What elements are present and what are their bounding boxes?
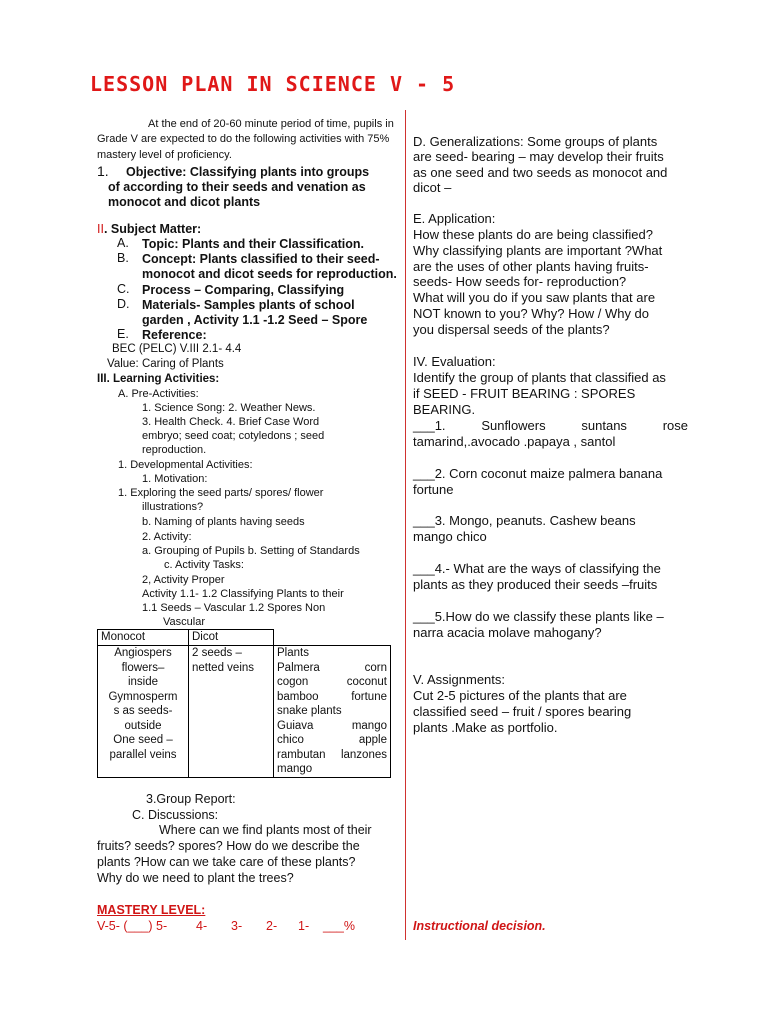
plant-word: corn xyxy=(364,661,387,674)
question-4-line: plants as they produced their seeds –fruits xyxy=(413,577,658,592)
subject-matter-heading xyxy=(97,222,201,237)
header-blank xyxy=(274,630,391,646)
mastery-level-line: ___% xyxy=(323,919,355,933)
activity-line: 2. Activity: xyxy=(142,531,192,543)
question-2-line: fortune xyxy=(413,482,454,497)
plants-line: Plants xyxy=(277,647,309,659)
plant-word: mango xyxy=(351,719,387,732)
application-line: How these plants do are being classified? xyxy=(413,227,653,242)
objective-line: monocot and dicot plants xyxy=(108,195,261,209)
group-report: 3.Group Report: xyxy=(146,792,236,806)
materials-text: garden , Activity 1.1 -1.2 Seed – Spore xyxy=(142,313,368,327)
classification-table xyxy=(97,629,391,778)
activity-line: A. Pre-Activities: xyxy=(118,388,199,400)
plant-word: Guiava xyxy=(277,719,314,732)
plants-line: mango xyxy=(277,763,313,775)
discussion-line: plants ?How can we take care of these plants? xyxy=(97,855,356,869)
mastery-heading: MASTERY LEVEL: xyxy=(97,903,206,917)
page-title: LESSON PLAN IN SCIENCE V - 5 xyxy=(90,72,456,96)
plant-word: lanzones xyxy=(340,748,387,761)
materials-text: Materials- Samples plants of school xyxy=(142,298,355,312)
question-1-line: tamarind,.avocado .papaya , santol xyxy=(413,434,616,449)
application-line: E. Application: xyxy=(413,211,496,226)
activity-line: b. Naming of plants having seeds xyxy=(142,516,305,528)
item-letter: C. xyxy=(117,282,130,296)
q1-word: ___1. xyxy=(413,418,446,433)
monocot-line: One seed – xyxy=(113,734,173,746)
mastery-level-line: 3- xyxy=(231,919,243,933)
application-line: NOT known to you? Why? How / Why do xyxy=(413,306,650,321)
concept-text: Concept: Plants classified to their seed- xyxy=(142,252,380,266)
monocot-line: inside xyxy=(127,676,159,688)
roman-numeral: II xyxy=(97,222,104,236)
learning-heading: III. Learning Activities: xyxy=(97,373,220,385)
activity-line: a. Grouping of Pupils b. Setting of Standards xyxy=(142,545,360,557)
plants-line xyxy=(277,719,387,734)
intro-line: mastery level of proficiency. xyxy=(97,149,232,161)
monocot-cell xyxy=(98,646,189,778)
objective-line: of according to their seeds and venation as xyxy=(108,180,366,194)
mastery-level-line: 1- xyxy=(298,919,310,933)
plant-word: bamboo xyxy=(277,690,319,703)
reference-text: BEC (PELC) V.III 2.1- 4.4 xyxy=(112,343,242,355)
application-line: are the uses of other plants having fruits- xyxy=(413,259,649,274)
plant-word: fortune xyxy=(351,690,387,703)
header-dicot: Dicot xyxy=(189,630,274,646)
item-letter: B. xyxy=(117,251,129,265)
assignment-line: classified seed – fruit / spores bearing xyxy=(413,704,632,719)
topic-text: Topic: Plants and their Classification. xyxy=(142,237,365,251)
assignment-line: plants .Make as portfolio. xyxy=(413,720,558,735)
question-4-line: ___4.- What are the ways of classifying the xyxy=(413,561,661,576)
q1-word: Sunflowers xyxy=(481,418,546,433)
evaluation-line: IV. Evaluation: xyxy=(413,354,496,369)
application-line: What will you do if you saw plants that are xyxy=(413,290,656,305)
item-letter: D. xyxy=(117,297,130,311)
plants-line xyxy=(277,748,387,763)
application-line: seeds- How seeds for- reproduction? xyxy=(413,274,627,289)
activity-line: reproduction. xyxy=(142,444,207,456)
activity-line: c. Activity Tasks: xyxy=(164,559,244,571)
activity-line: illustrations? xyxy=(142,501,204,513)
discussion-line: fruits? seeds? spores? How do we describe the xyxy=(97,839,360,853)
activity-line: 1. Motivation: xyxy=(142,473,208,485)
plants-line: snake plants xyxy=(277,705,342,717)
evaluation-line: BEARING. xyxy=(413,402,476,417)
intro-line: At the end of 20-60 minute period of time, pupils in xyxy=(148,118,394,130)
q1-word: rose xyxy=(662,418,688,433)
process-text: Process – Comparing, Classifying xyxy=(142,283,345,297)
evaluation-line: if SEED - FRUIT BEARING : SPORES xyxy=(413,386,636,401)
dicot-line: 2 seeds – xyxy=(192,647,242,659)
generalization-line: are seed- bearing – may develop their fruits xyxy=(413,149,664,164)
dicot-cell xyxy=(189,646,274,778)
activity-line: 3. Health Check. 4. Brief Case Word xyxy=(142,416,320,428)
question-1 xyxy=(413,418,688,434)
item-letter: E. xyxy=(117,327,129,341)
application-line: Why classifying plants are important ?What xyxy=(413,243,663,258)
column-divider xyxy=(405,110,406,940)
mastery-level-line: 2- xyxy=(266,919,278,933)
mastery-level-line: V-5- (___) 5- xyxy=(97,919,168,933)
monocot-line: Gymnosperm xyxy=(108,690,178,703)
plants-line xyxy=(277,661,387,676)
application-line: you dispersal seeds of the plants? xyxy=(413,322,610,337)
instructional-decision: Instructional decision. xyxy=(413,919,546,933)
plants-line xyxy=(277,690,387,705)
concept-text: monocot and dicot seeds for reproduction. xyxy=(142,267,397,281)
plant-word: cogon xyxy=(277,676,309,688)
plant-word: chico xyxy=(277,734,304,746)
q1-word: suntans xyxy=(581,418,627,433)
monocot-line: flowers– xyxy=(121,661,165,674)
objective-line: Objective: Classifying plants into groups xyxy=(126,165,370,179)
monocot-line: s as seeds- xyxy=(113,705,173,717)
discussions-heading: C. Discussions: xyxy=(132,808,219,822)
assignment-line: V. Assignments: xyxy=(413,672,506,687)
activity-line: Activity 1.1- 1.2 Classifying Plants to their xyxy=(142,588,344,600)
objective-number: 1. xyxy=(97,163,109,179)
monocot-line: parallel veins xyxy=(109,748,177,761)
mastery-level-line: 4- xyxy=(196,919,208,933)
monocot-line: outside xyxy=(124,719,162,732)
value-text: Value: Caring of Plants xyxy=(107,358,224,370)
question-3-line: mango chico xyxy=(413,529,487,544)
header-monocot: Monocot xyxy=(98,630,189,646)
item-letter: A. xyxy=(117,236,129,250)
activity-line: 2, Activity Proper xyxy=(142,574,225,586)
generalization-line: dicot – xyxy=(413,180,452,195)
discussion-line: Why do we need to plant the trees? xyxy=(97,871,294,885)
activity-line: 1. Developmental Activities: xyxy=(118,459,253,471)
plants-line xyxy=(277,675,387,690)
generalization-line: D. Generalizations: Some groups of plants xyxy=(413,134,658,149)
question-3-line: ___3. Mongo, peanuts. Cashew beans xyxy=(413,513,636,528)
dicot-line: netted veins xyxy=(192,661,255,674)
evaluation-line: Identify the group of plants that classified as xyxy=(413,370,666,385)
activity-line: embryo; seed coat; cotyledons ; seed xyxy=(142,430,325,442)
activity-line: 1. Exploring the seed parts/ spores/ flower xyxy=(118,487,324,499)
plants-line xyxy=(277,733,387,748)
heading-text: . Subject Matter: xyxy=(103,222,202,236)
question-2-line: ___2. Corn coconut maize palmera banana xyxy=(413,466,663,481)
assignment-line: Cut 2-5 pictures of the plants that are xyxy=(413,688,627,703)
activity-line: 1. Science Song: 2. Weather News. xyxy=(142,402,316,414)
generalization-line: as one seed and two seeds as monocot and xyxy=(413,165,668,180)
plant-word: coconut xyxy=(346,676,387,688)
plant-word: apple xyxy=(358,734,387,746)
monocot-line: Angiospers xyxy=(114,647,172,659)
question-5-line: ___5.How do we classify these plants like – xyxy=(413,609,664,624)
discussion-line: Where can we find plants most of their xyxy=(159,823,372,837)
activity-line: Vascular xyxy=(163,616,205,628)
question-5-line: narra acacia molave mahogany? xyxy=(413,625,602,640)
plant-word: rambutan xyxy=(277,748,326,761)
intro-line: Grade V are expected to do the following activities with 75% xyxy=(97,133,390,145)
reference-label: Reference: xyxy=(142,328,207,342)
plant-word: Palmera xyxy=(277,661,320,674)
plants-cell xyxy=(274,646,391,778)
activity-line: 1.1 Seeds – Vascular 1.2 Spores Non xyxy=(142,602,326,614)
